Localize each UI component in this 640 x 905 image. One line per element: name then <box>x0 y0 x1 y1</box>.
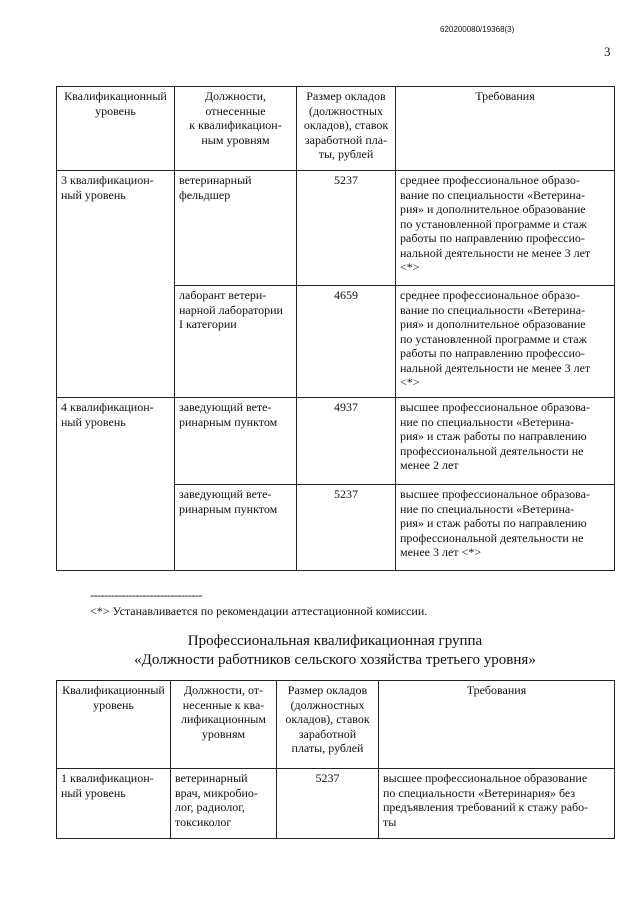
document-id: 620200080/19368(3) <box>440 25 515 34</box>
page-number: 3 <box>604 44 611 59</box>
header-positions: Должности, отнесенные к квалификацион- ным уровням <box>175 87 297 171</box>
requirements-cell: высшее профессиональное образова- ние по специальности «Ветерина- рия» и стаж работы по направлению профессиональной деятельности не менее 2 лет <box>396 398 615 485</box>
position-cell: заведующий вете- ринарным пунктом <box>175 485 297 571</box>
section-title-line-2: «Должности работников сельского хозяйства третьего уровня» <box>134 652 536 668</box>
table-row <box>57 171 615 286</box>
salary-cell: 4659 <box>297 286 396 398</box>
salary-cell: 4937 <box>297 398 396 485</box>
salary-cell: 5237 <box>297 171 396 286</box>
requirements-cell: высшее профессиональное образова- ние по специальности «Ветерина- рия» и стаж работы по направлению профессиональной деятельности не менее 3 лет <*> <box>396 485 615 571</box>
level-cell: 4 квалификацион- ный уровень <box>57 398 175 485</box>
table-header-row <box>57 681 615 769</box>
header-qualification-level: Квалификационный уровень <box>57 87 175 171</box>
footnote-separator: -------------------------------- <box>90 588 202 602</box>
requirements-cell: высшее профессиональное образование по специальности «Ветеринария» без предъявления требований к стажу рабо- ты <box>379 769 615 839</box>
header-salary: Размер окладов (должностных окладов), ставок заработной пла- ты, рублей <box>297 87 396 171</box>
position-cell: заведующий вете- ринарным пунктом <box>175 398 297 485</box>
salary-cell: 5237 <box>277 769 379 839</box>
level-cell: 1 квалификацион- ный уровень <box>57 769 171 839</box>
position-cell: лаборант ветери- нарной лаборатории I категории <box>175 286 297 398</box>
header-positions: Должности, от- несенные к ква- лификационным уровням <box>171 681 277 769</box>
salary-cell: 5237 <box>297 485 396 571</box>
level-cell <box>57 485 175 571</box>
table-row <box>57 769 615 839</box>
section-title-line-1: Профессиональная квалификационная группа <box>187 633 483 649</box>
position-cell: ветеринарный врач, микробио- лог, радиолог, токсиколог <box>171 769 277 839</box>
requirements-cell: среднее профессиональное образо- вание по специальности «Ветерина- рия» и дополнительное образование по установленной программе и стаж работы по направлению профессио- нальной деятельности не менее 3 лет <*> <box>396 286 615 398</box>
table-row <box>57 485 615 571</box>
table-header-row <box>57 87 615 171</box>
header-requirements: Требования <box>379 681 615 769</box>
table-row <box>57 398 615 485</box>
qualification-table-2 <box>56 680 615 839</box>
qualification-table-1 <box>56 86 615 571</box>
section-heading <box>56 632 614 670</box>
requirements-cell: среднее профессиональное образо- вание по специальности «Ветерина- рия» и дополнительное образование по установленной программе и стаж работы по направлению профессио- нальной деятельности не менее 3 лет <*> <box>396 171 615 286</box>
table-row <box>57 286 615 398</box>
level-cell <box>57 286 175 398</box>
position-cell: ветеринарный фельдшер <box>175 171 297 286</box>
level-cell: 3 квалификацион- ный уровень <box>57 171 175 286</box>
header-requirements: Требования <box>396 87 615 171</box>
header-qualification-level: Квалификационный уровень <box>57 681 171 769</box>
header-salary: Размер окладов (должностных окладов), ставок заработной платы, рублей <box>277 681 379 769</box>
footnote-text: <*> Устанавливается по рекомендации аттестационной комиссии. <box>90 604 428 618</box>
